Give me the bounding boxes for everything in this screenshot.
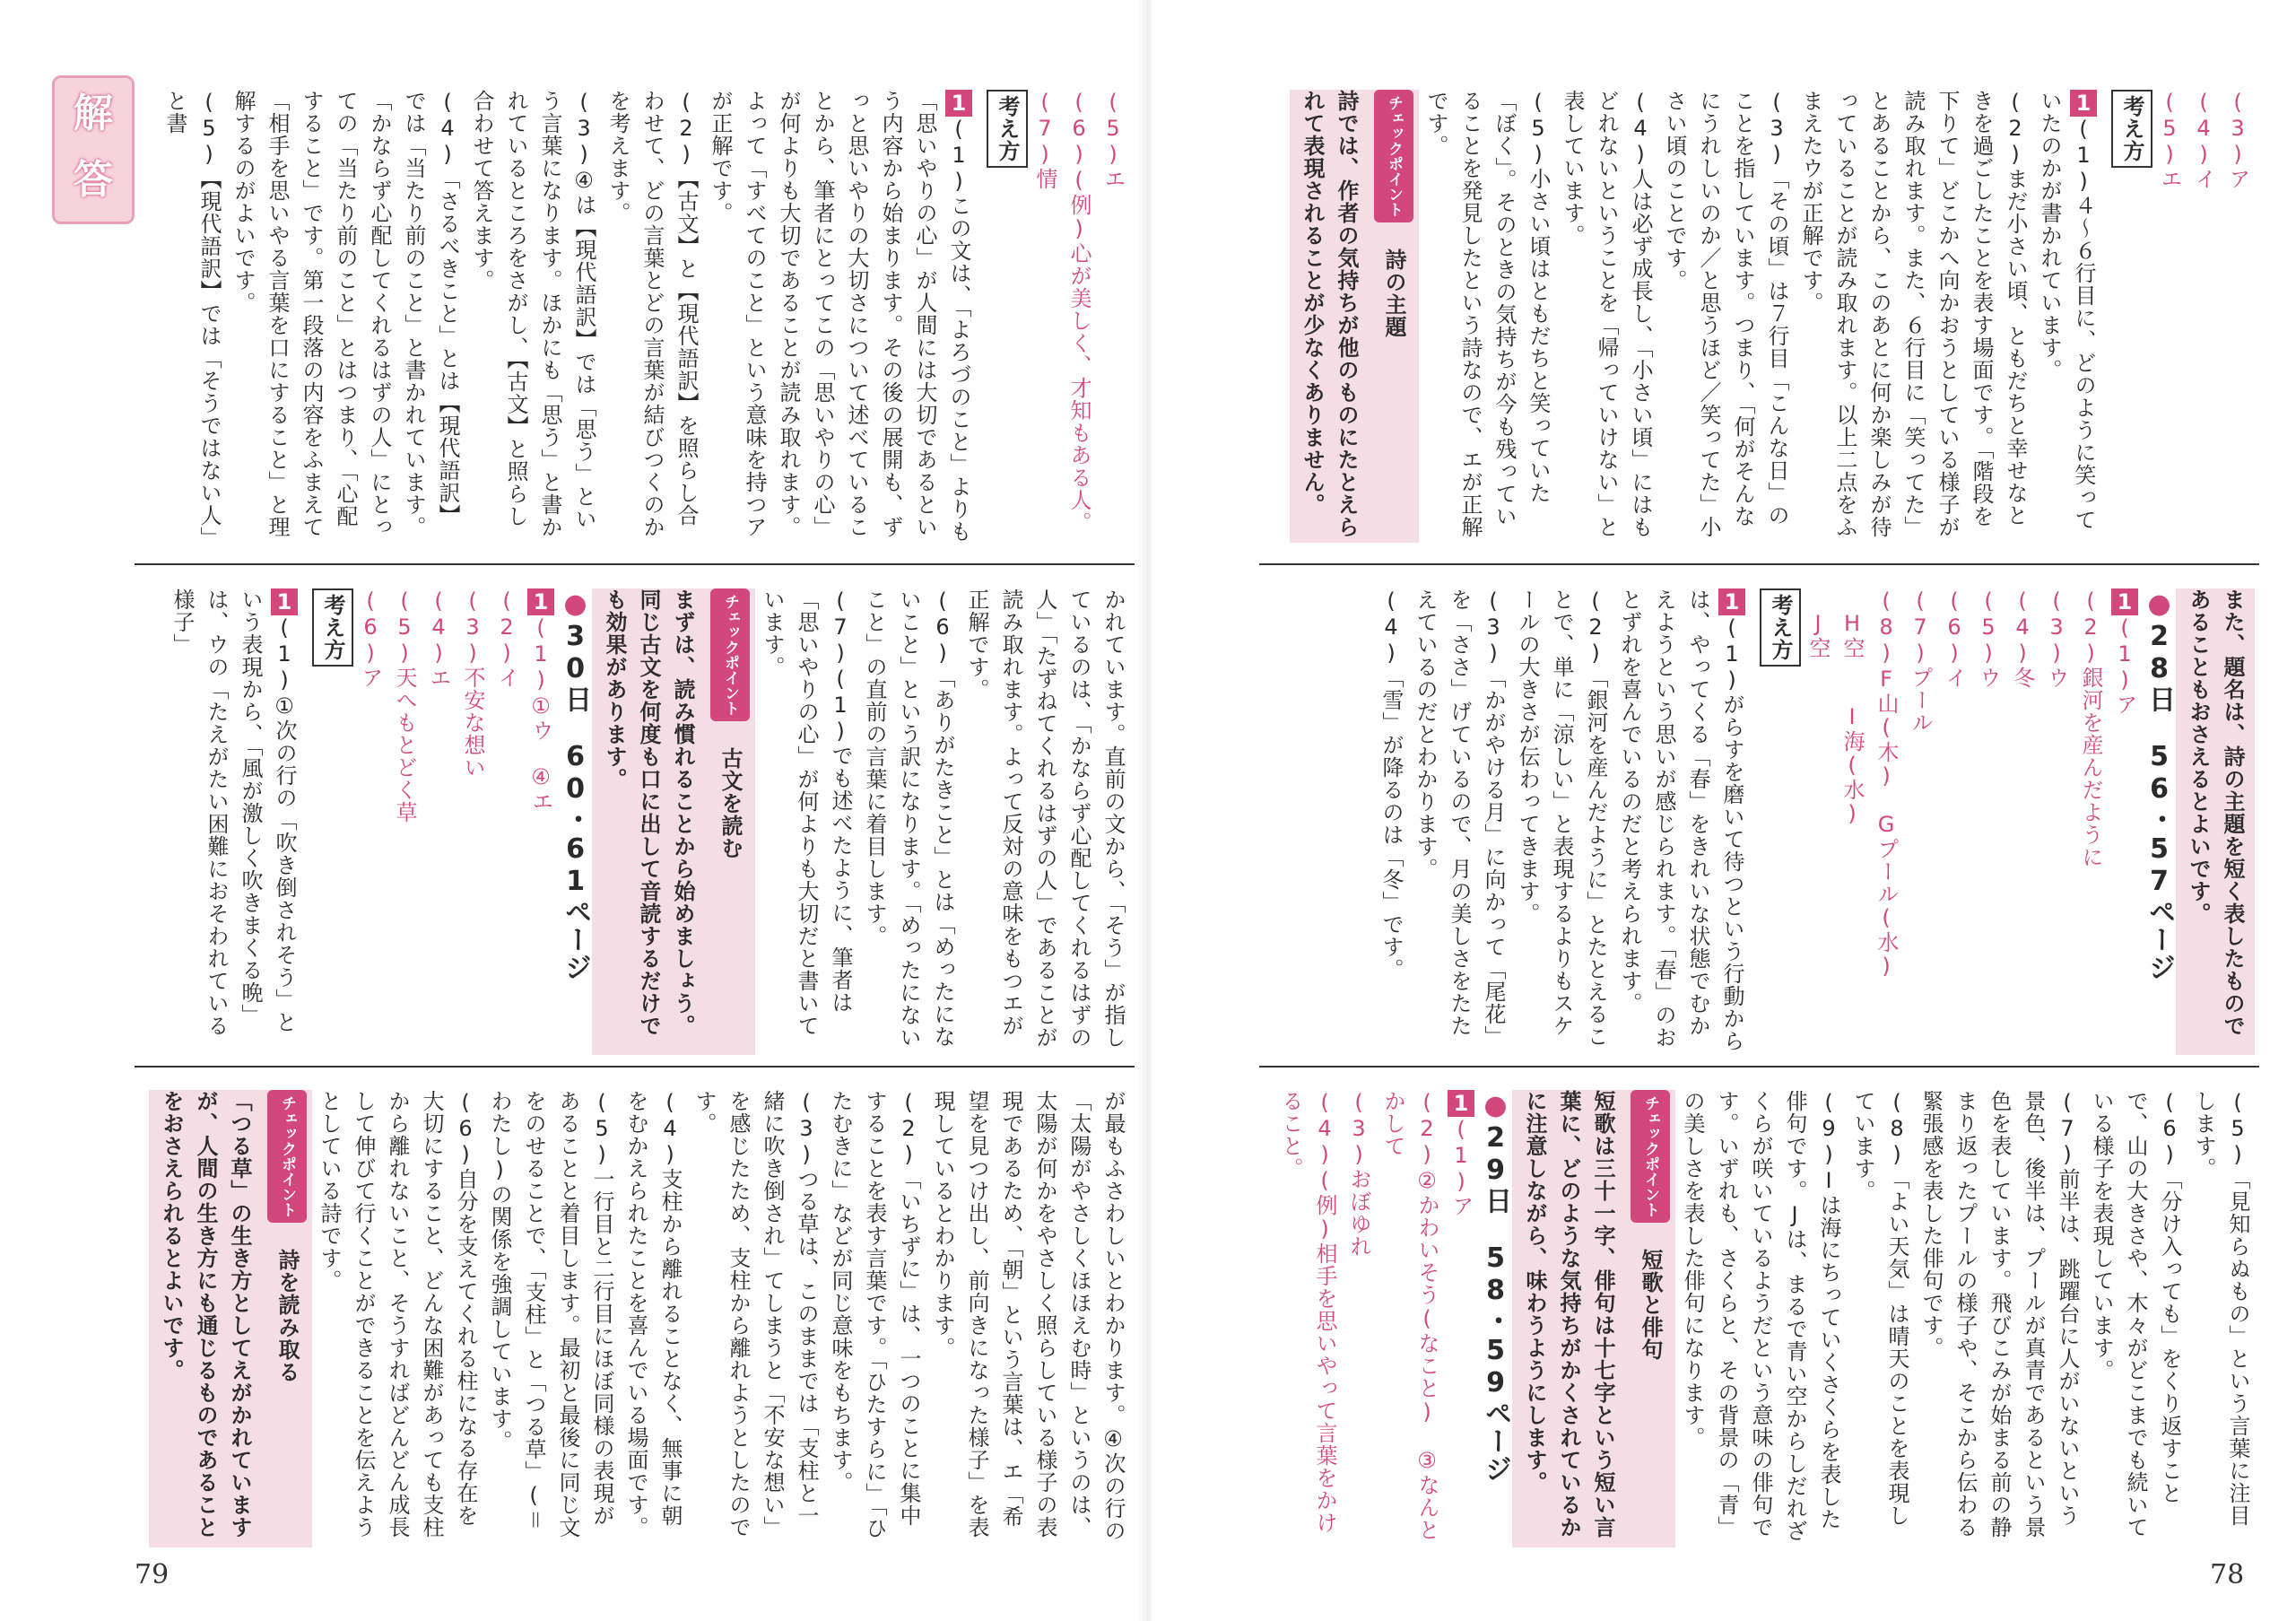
answer-line: (3)不安な想い <box>460 588 485 779</box>
answer-line: (6)イ <box>1942 588 1967 689</box>
day-heading: ●28日 56・57ページ <box>2144 588 2175 981</box>
explanation: 1(1)①次の行の「吹き倒されそう」という表現から、「風が激しく吹きまくる晩」は、ウの「たえがたい困難におそわれている様子」 <box>170 588 297 1037</box>
answer-section-tag <box>52 75 135 224</box>
explanation: (3)「その頃」は７行目「こんな日」のことを指しています。つまり、「何がそんなにうれしいのか／と思うほど／笑ってた」小さい頃のことです。 <box>1662 90 1789 538</box>
right-bottom-block <box>1259 1090 2255 1547</box>
explanation: (3)「かがやける月」に向かって「尾花」を「ささ」げているので、月の美しさをたたえているのだとわかります。 <box>1413 588 1506 1048</box>
answer-line: H空 I海(水) <box>1839 588 1865 827</box>
answer-line: (4)冬 <box>2010 588 2035 689</box>
think-heading: 考え方 <box>987 90 1028 168</box>
explanation: (7)(1)でも述べたように、筆者は「思いやりの心」が何よりも大切だと書いています。 <box>760 588 853 1037</box>
explanation: (9)Iは海にちっていくさくらを表した俳句です。Jは、まるで青い空からしだれざくらが咲いているようだという意味の俳句です。いずれも、さくらと、その背景の「青」の美しさを表した俳句になります。 <box>1680 1090 1841 1542</box>
think-heading: 考え方 <box>1760 588 1801 667</box>
checkpoint-title: 短歌と俳句 <box>1638 1249 1663 1361</box>
explanation: (5)【現代語訳】では「そうではない人」と書 <box>162 90 222 538</box>
think-heading: 考え方 <box>2111 90 2152 168</box>
explanation: (5)小さい頃はともだちと笑っていた「ぼく」。そのときの気持ちが今も残っていることを発見したという詩なので、エが正解です。 <box>1423 90 1551 538</box>
page-number: 79 <box>135 1559 170 1590</box>
question-number-badge: 1 <box>2112 588 2137 615</box>
checkpoint-panel <box>262 1090 312 1547</box>
checkpoint-title: 詩の主題 <box>1381 248 1406 338</box>
checkpoint-panel <box>705 588 755 1055</box>
left-bottom-block <box>135 1090 1130 1547</box>
answer-line: (7)プール <box>1908 588 1933 734</box>
tag-char-2: 答 <box>74 157 113 203</box>
answer-line: (2)銀河を産んだように <box>2078 588 2103 868</box>
section-divider <box>135 1066 1135 1068</box>
explanation: 1(1)４〜６行目に、どのように笑っていたのかが書かれています。 <box>2037 90 2096 531</box>
explanation: (3)つる草は、このままでは「支柱と一緒に吹き倒され」てしまうと「不安な想い」を感じたため、支柱から離れようとしたのです。 <box>691 1090 819 1538</box>
explanation: が最もふさわしいとわかります。④次の行の「太陽がやさしくほほえむ時」というのは、太陽が何かをやさしく照らしている様子の表現であるため、「朝」という言葉は、エ「希望を見つけ出し、前向きになった様子」を表現しているとわかります。 <box>930 1090 1126 1542</box>
answer-line: (2)イ <box>494 588 519 689</box>
think-heading: 考え方 <box>312 588 353 667</box>
checkpoint-label: チェックポイント <box>267 1090 307 1223</box>
checkpoint-panel <box>1369 90 1419 543</box>
answer-line: (5)エ <box>2157 90 2182 190</box>
answer-line: (6)ア <box>358 588 383 689</box>
explanation: (6)「ありがたきこと」とは「めったにないこと」という訳になります。「めったにないこと」の直前の言葉に着目します。 <box>862 588 955 1049</box>
explanation: (6)自分を支えてくれる柱になる存在を大切にすること、どんな困難があっても支柱から離れないこと、そうすればどんどん成長して伸びて行くことができることを伝えようとしている詩です。 <box>317 1090 478 1538</box>
checkpoint-text: 詩では、作者の気持ちが他のものにたとえられて表現されることが少なくありません。 <box>1290 90 1369 543</box>
question-number-badge: 1 <box>1448 1090 1474 1117</box>
checkpoint-text: まずは、読み慣れることから始めましょう。同じ古文を何度も口に出して音読するだけでも効果があります。 <box>592 588 705 1055</box>
checkpoint-title: 詩を読み取る <box>274 1249 300 1383</box>
answer-line: (3)ウ <box>2044 588 2069 689</box>
section-divider <box>135 563 1135 565</box>
answer-line: (4)(例)相手を思いやって言葉をかけること。 <box>1278 1090 1337 1534</box>
answer-line: (4)エ <box>426 588 451 689</box>
checkpoint-text: 「つる草」の生き方としてえがかれていますが、人間の生き方にも通じるものであることをおさえられるとよいです。 <box>149 1090 262 1547</box>
explanation: (5)「見知らぬもの」という言葉に注目します。 <box>2191 1090 2250 1527</box>
answer-line: (3)ア <box>2225 90 2250 190</box>
page-number: 78 <box>2210 1559 2245 1590</box>
answer-line: 1(1)ア <box>2112 588 2137 716</box>
explanation: (2)【古文】と【現代語訳】を照らし合わせて、どの言葉とどの言葉が結びつくのかを考えます。 <box>605 90 699 538</box>
answer-line: (7)情 <box>1032 90 1057 190</box>
explanation: (4)「雪」が降るのは「冬」です。 <box>1378 588 1404 980</box>
day-heading: ●29日 58・59ページ <box>1480 1090 1511 1483</box>
question-number-badge: 1 <box>2071 90 2096 117</box>
answer-line: (5)エ <box>1100 90 1126 190</box>
answer-line: (4)イ <box>2191 90 2216 190</box>
answer-line: 1(1)①ウ ④エ <box>528 588 553 813</box>
checkpoint-title: 古文を読む <box>718 747 743 859</box>
right-top-block <box>1259 90 2255 543</box>
left-top-block <box>135 90 1130 543</box>
explanation: (2)「銀河を産んだように」とたとえることで、単に「涼しい」と表現するよりもスケールの大きさが伝わってきます。 <box>1515 588 1608 1048</box>
checkpoint-text-continued: また、題名は、詩の主題を短く表したものであることもおさえるとよいです。 <box>2176 588 2255 1055</box>
answer-line: (3)おぼゆれ <box>1346 1090 1371 1258</box>
left-middle-block <box>135 588 1130 1055</box>
left-page <box>0 0 1144 1621</box>
tag-char-1: 解 <box>74 91 113 136</box>
answer-line: (5)天へもとどく草 <box>392 588 417 824</box>
explanation: (8)「よい天気」は晴天のことを表現しています。 <box>1850 1090 1909 1527</box>
explanation: (4)「さるべきこと」とは【現代語訳】では「当たり前のこと」と書かれています。「かならず心配してくれるはずの人」にとっての「当たり前のこと」とはつまり、「心配すること」です。第一段落の内容をふまえて「相手を思いやる言葉を口にすること」と理解するのがよいです。 <box>230 90 460 538</box>
checkpoint-label: チェックポイント <box>1631 1090 1670 1223</box>
checkpoint-text: 短歌は三十一字、俳句は十七字という短い言葉に、どのような気持ちがかくされているかに注意しながら、味わうようにします。 <box>1512 1090 1625 1547</box>
question-number-badge: 1 <box>1719 588 1744 615</box>
explanation: (7)前半は、跳躍台に人がいないという景色、後半は、プールが真青であるという景色を表しています。飛びこみが始まる前の静まり返ったプールの様子や、そこから伝わる緊張感を表した俳句です。 <box>1918 1090 2080 1538</box>
explanation: かれています。直前の文から、「そう」が指しているのは、「かならず心配してくれるはずの人」「たずねてくれるはずの人」であることが読み取れます。よって反対の意味をもつエが正解です。 <box>964 588 1126 1049</box>
explanation: (5)一行目と二行目にほぼ同様の表現があることと着目します。最初と最後に同じ文をのせることで、「支柱」と「つる草」(＝わたし)の関係を強調しています。 <box>487 1090 614 1538</box>
answer-line: (6)(例)心が美しく、才知もある人。 <box>1066 90 1091 534</box>
question-number-badge: 1 <box>528 588 553 615</box>
explanation: 1(1)この文は、「よろづのこと」よりも「思いやりの心」が人間には大切であるという内容から始まります。その後の展開も、ずっと思いやりの大切さについて述べていることから、筆者にとってこの「思いやりの心」が何よりも大切であることが読み取れます。よって「すべてのこと」という意味を持つアが正解です。 <box>708 90 971 543</box>
explanation: (4)人は必ず成長し、「小さい頃」にはもどれないということを「帰っていけない」と表しています。 <box>1560 90 1653 538</box>
explanation: (3)④は【現代語訳】では「思う」という言葉になります。ほかにも「思う」と書かれているところをさがし、【古文】と照らし合わせて答えます。 <box>469 90 596 538</box>
right-middle-block <box>1259 588 2255 1055</box>
section-divider <box>1259 1066 2259 1068</box>
day-heading: ●30日 60・61ページ <box>560 588 591 981</box>
explanation: (6)「分け入っても」をくり返すことで、山の大きさや、木々がどこまでも続いている様子を表現しています。 <box>2089 1090 2182 1538</box>
explanation: (2)まだ小さい頃、ともだちと幸せなときを過ごしたことを表す場面です。「階段を下りて」どこかへ向かおうとしている様子が読み取れます。また、６行目に「笑ってた」とあることから、このあとに何か楽しみが待っていることが読み取れます。以上二点をふまえたウが正解です。 <box>1798 90 2028 538</box>
checkpoint-label: チェックポイント <box>1374 90 1413 222</box>
answer-line: J空 <box>1805 588 1831 659</box>
explanation: (4)支柱から離れることなく、無事に朝をむかえられたことを喜んでいる場面です。 <box>623 1090 683 1538</box>
section-divider <box>1259 563 2259 565</box>
checkpoint-panel <box>1625 1090 1675 1547</box>
explanation: 1(1)がらすを磨いて待つという行動からは、やってくる「春」をきれいな状態でむかえようという思いが感じられます。「春」のおとずれを喜んでいるのだと考えられます。 <box>1617 588 1744 1052</box>
question-number-badge: 1 <box>272 588 297 615</box>
answer-line: (2)②かわいそう(なこと) ③なんとかして <box>1380 1090 1439 1541</box>
explanation: (2)「いちずに」は、一つのことに集中することを表す言葉です。「ひたすらに」「ひたむきに」などが同じ意味をもちます。 <box>828 1090 921 1539</box>
answer-line: (8)F山(木) Gプール(水) <box>1874 588 1899 980</box>
answer-line: 1(1)ア <box>1448 1090 1474 1217</box>
answer-line: (5)ウ <box>1976 588 2001 689</box>
question-number-badge: 1 <box>946 90 971 117</box>
right-page <box>1152 0 2296 1621</box>
checkpoint-label: チェックポイント <box>710 588 750 721</box>
